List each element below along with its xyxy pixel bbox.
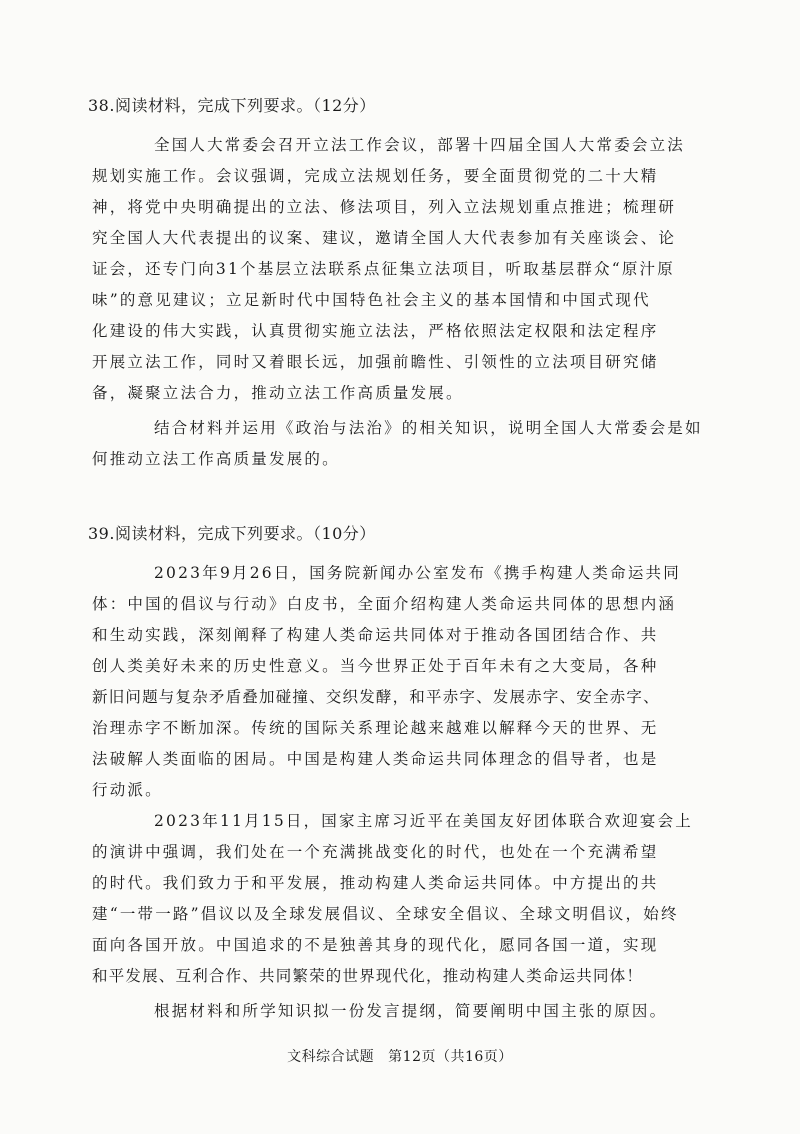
material-line: 备，凝聚立法合力，推动立法工作高质量发展。 bbox=[92, 384, 464, 402]
material-line: 法破解人类面临的困局。中国是构建人类命运共同体理念的倡导者，也是 bbox=[92, 750, 659, 768]
task-line: 根据材料和所学知识拟一份发言提纲，简要阐明中国主张的原因。 bbox=[154, 1002, 668, 1020]
material-line: 规划实施工作。会议强调，完成立法规划任务，要全面贯彻党的二十大精 bbox=[92, 167, 659, 185]
page-number: 第12页（共16页） bbox=[388, 1049, 513, 1065]
exam-name: 文科综合试题 bbox=[287, 1049, 375, 1065]
material-line: 2023年9月26日，国务院新闻办公室发布《携手构建人类命运共同 bbox=[154, 564, 681, 582]
question-38 bbox=[88, 96, 712, 475]
material-line: 的时代。我们致力于和平发展，推动构建人类命运共同体。中方提出的共 bbox=[92, 874, 659, 892]
material-line: 面向各国开放。中国追求的不是独善其身的现代化，愿同各国一道，实现 bbox=[92, 936, 659, 954]
material-line: 化建设的伟大实践，认真贯彻实施立法法，严格依照法定权限和法定程序 bbox=[92, 322, 659, 340]
material-line: 新旧问题与复杂矛盾叠加碰撞、交织发酵，和平赤字、发展赤字、安全赤字、 bbox=[92, 688, 660, 706]
question-39-material-paragraph-1 bbox=[92, 558, 712, 806]
question-38-task bbox=[92, 413, 712, 475]
material-line: 证会，还专门向31个基层立法联系点征集立法项目，听取基层群众“原汁原 bbox=[92, 260, 675, 278]
question-39 bbox=[88, 524, 712, 1027]
task-line: 何推动立法工作高质量发展的。 bbox=[92, 450, 340, 468]
material-line: 开展立法工作，同时又着眼长远，加强前瞻性、引领性的立法项目研究储 bbox=[92, 353, 659, 371]
question-39-material-paragraph-2 bbox=[92, 806, 712, 992]
material-line: 的演讲中强调，我们处在一个充满挑战变化的时代，也处在一个充满希望 bbox=[92, 843, 659, 861]
material-line: 和生动实践，深刻阐释了构建人类命运共同体对于推动各国团结合作、共 bbox=[92, 626, 659, 644]
material-line: 和平发展、互利合作、共同繁荣的世界现代化，推动构建人类命运共同体！ bbox=[92, 967, 644, 985]
question-38-title: 38.阅读材料，完成下列要求。（12分） bbox=[88, 96, 376, 115]
question-38-material bbox=[92, 130, 712, 409]
material-line: 治理赤字不断加深。传统的国际关系理论越来越难以解释今天的世界、无 bbox=[92, 719, 659, 737]
material-line: 创人类美好未来的历史性意义。当今世界正处于百年未有之大变局，各种 bbox=[92, 657, 659, 675]
material-line: 味”的意见建议；立足新时代中国特色社会主义的基本国情和中国式现代 bbox=[92, 291, 651, 309]
page-footer bbox=[0, 1046, 800, 1066]
question-39-title: 39.阅读材料，完成下列要求。（10分） bbox=[88, 524, 376, 543]
material-line: 体：中国的倡议与行动》白皮书，全面介绍构建人类命运共同体的思想内涵 bbox=[92, 595, 677, 613]
material-line: 全国人大常委会召开立法工作会议，部署十四届全国人大常委会立法 bbox=[154, 136, 686, 154]
material-line: 究全国人大代表提出的议案、建议，邀请全国人大代表参加有关座谈会、论 bbox=[92, 229, 677, 247]
material-line: 2023年11月15日，国家主席习近平在美国友好团体联合欢迎宴会上 bbox=[154, 812, 693, 830]
material-line: 神，将党中央明确提出的立法、修法项目，列入立法规划重点推进；梳理研 bbox=[92, 198, 677, 216]
material-line: 建“一带一路”倡议以及全球发展倡议、全球安全倡议、全球文明倡议，始终 bbox=[92, 905, 679, 923]
material-line: 行动派。 bbox=[92, 781, 163, 799]
task-line: 结合材料并运用《政治与法治》的相关知识，说明全国人大常委会是如 bbox=[154, 419, 703, 437]
question-39-task bbox=[92, 996, 712, 1027]
